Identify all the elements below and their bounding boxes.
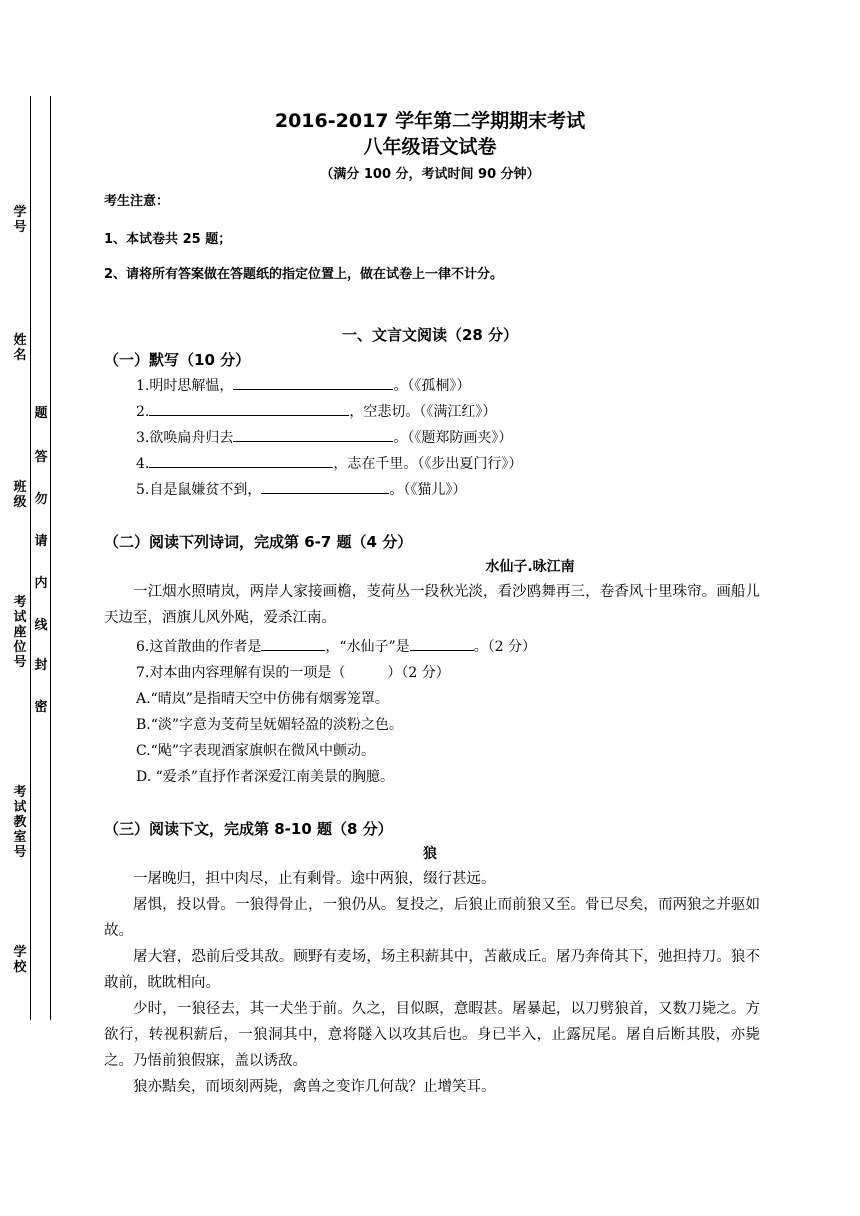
seal-char: 内 — [34, 576, 48, 591]
question-7: 7.对本曲内容理解有误的一项是（ ）（2 分） — [136, 665, 450, 681]
notice-heading: 考生注意： — [104, 194, 170, 209]
part-title: （一）默写（10 分） — [104, 351, 251, 369]
poem-title: 水仙子.咏江南 — [485, 559, 575, 575]
side-label-class: 班级 — [13, 480, 27, 510]
side-label-name: 姓名 — [13, 333, 27, 363]
dictation-item: 3.欲唤扁舟归去 。（《题郑防画夹》） — [136, 430, 513, 446]
text-paragraph: 一屠晚归，担中肉尽，止有剩骨。途中两狼，缀行甚远。 — [133, 871, 496, 887]
option-a: A.“晴岚”是指晴天空中仿佛有烟雾笼罩。 — [136, 691, 389, 707]
exam-title: 2016-2017 学年第二学期期末考试 — [274, 110, 586, 132]
seal-char: 封 — [34, 658, 48, 673]
exam-subtitle: 八年级语文试卷 — [363, 136, 497, 158]
binding-line-right — [50, 96, 51, 1020]
exam-info: （满分 100 分，考试时间 90 分钟） — [320, 167, 540, 182]
side-label-room-number: 考试教室号 — [13, 785, 27, 860]
text-paragraph: 少时，一狼径去，其一犬坐于前。久之，目似瞑，意暇甚。屠暴起，以刀劈狼首，又数刀毙之。方欲行，转视积薪后，一狼洞其中，意将隧入以攻其后也。身已半入，止露尻尾。屠自后断其股，亦毙之。乃悟前狼假寐，盖以诱敌。 — [104, 1001, 760, 1069]
part-title: （二）阅读下列诗词，完成第 6-7 题（4 分） — [104, 533, 413, 551]
answer-blank[interactable] — [261, 638, 325, 651]
section-title: 一、文言文阅读（28 分） — [341, 326, 519, 344]
poem-text: 一江烟水照晴岚，两岸人家接画檐，芰荷丛一段秋光淡，看沙鸥舞再三，卷香风十里珠帘。画船儿天边至，酒旗儿风外飐，爱杀江南。 — [104, 584, 760, 626]
answer-blank[interactable] — [410, 638, 474, 651]
answer-blank[interactable] — [233, 429, 393, 442]
dictation-item: 2. ，空悲切。（《满江红》） — [136, 404, 497, 420]
option-c: C.“飐”字表现酒家旗帜在微风中颤动。 — [136, 743, 375, 759]
seal-char: 答 — [34, 450, 48, 465]
seal-char: 题 — [34, 406, 48, 421]
dictation-item: 1.明时思解愠， 。（《孤桐》） — [136, 378, 471, 394]
seal-char: 请 — [34, 534, 48, 549]
dictation-item: 5.自是鼠嫌贫不到， 。（《猫儿》） — [136, 482, 467, 498]
text-paragraph: 狼亦黠矣，而顷刻两毙，禽兽之变诈几何哉？止增笑耳。 — [133, 1079, 496, 1095]
answer-blank[interactable] — [261, 481, 389, 494]
side-label-student-id: 学号 — [13, 205, 27, 235]
part-title: （三）阅读下文，完成第 8-10 题（8 分） — [104, 820, 393, 838]
seal-char: 密 — [34, 700, 48, 715]
option-b: B.“淡”字意为芰荷呈妩媚轻盈的淡粉之色。 — [136, 717, 404, 733]
seal-char: 勿 — [34, 492, 48, 507]
notice-item: 2、请将所有答案做在答题纸的指定位置上，做在试卷上一律不计分。 — [104, 267, 504, 282]
notice-item: 1、本试卷共 25 题； — [104, 232, 232, 247]
text-paragraph: 屠大窘，恐前后受其敌。顾野有麦场，场主积薪其中，苫蔽成丘。屠乃奔倚其下，弛担持刀。狼不敢前，眈眈相向。 — [104, 949, 760, 991]
answer-blank[interactable] — [149, 455, 333, 468]
binding-line-left — [30, 96, 31, 1020]
text-title: 狼 — [423, 846, 437, 862]
seal-char: 线 — [34, 618, 48, 633]
answer-blank[interactable] — [149, 403, 349, 416]
answer-blank[interactable] — [233, 377, 393, 390]
side-label-school: 学校 — [13, 945, 27, 975]
question-6: 6.这首散曲的作者是 ，“水仙子”是 。（2 分） — [136, 639, 537, 655]
option-d: D. “爱杀”直抒作者深爱江南美景的胸臆。 — [136, 769, 394, 785]
side-label-seat-number: 考试座位号 — [13, 595, 27, 670]
text-paragraph: 屠惧，投以骨。一狼得骨止，一狼仍从。复投之，后狼止而前狼又至。骨已尽矣，而两狼之并驱如故。 — [104, 897, 760, 939]
dictation-item: 4. ，志在千里。（《步出夏门行》） — [136, 456, 523, 472]
